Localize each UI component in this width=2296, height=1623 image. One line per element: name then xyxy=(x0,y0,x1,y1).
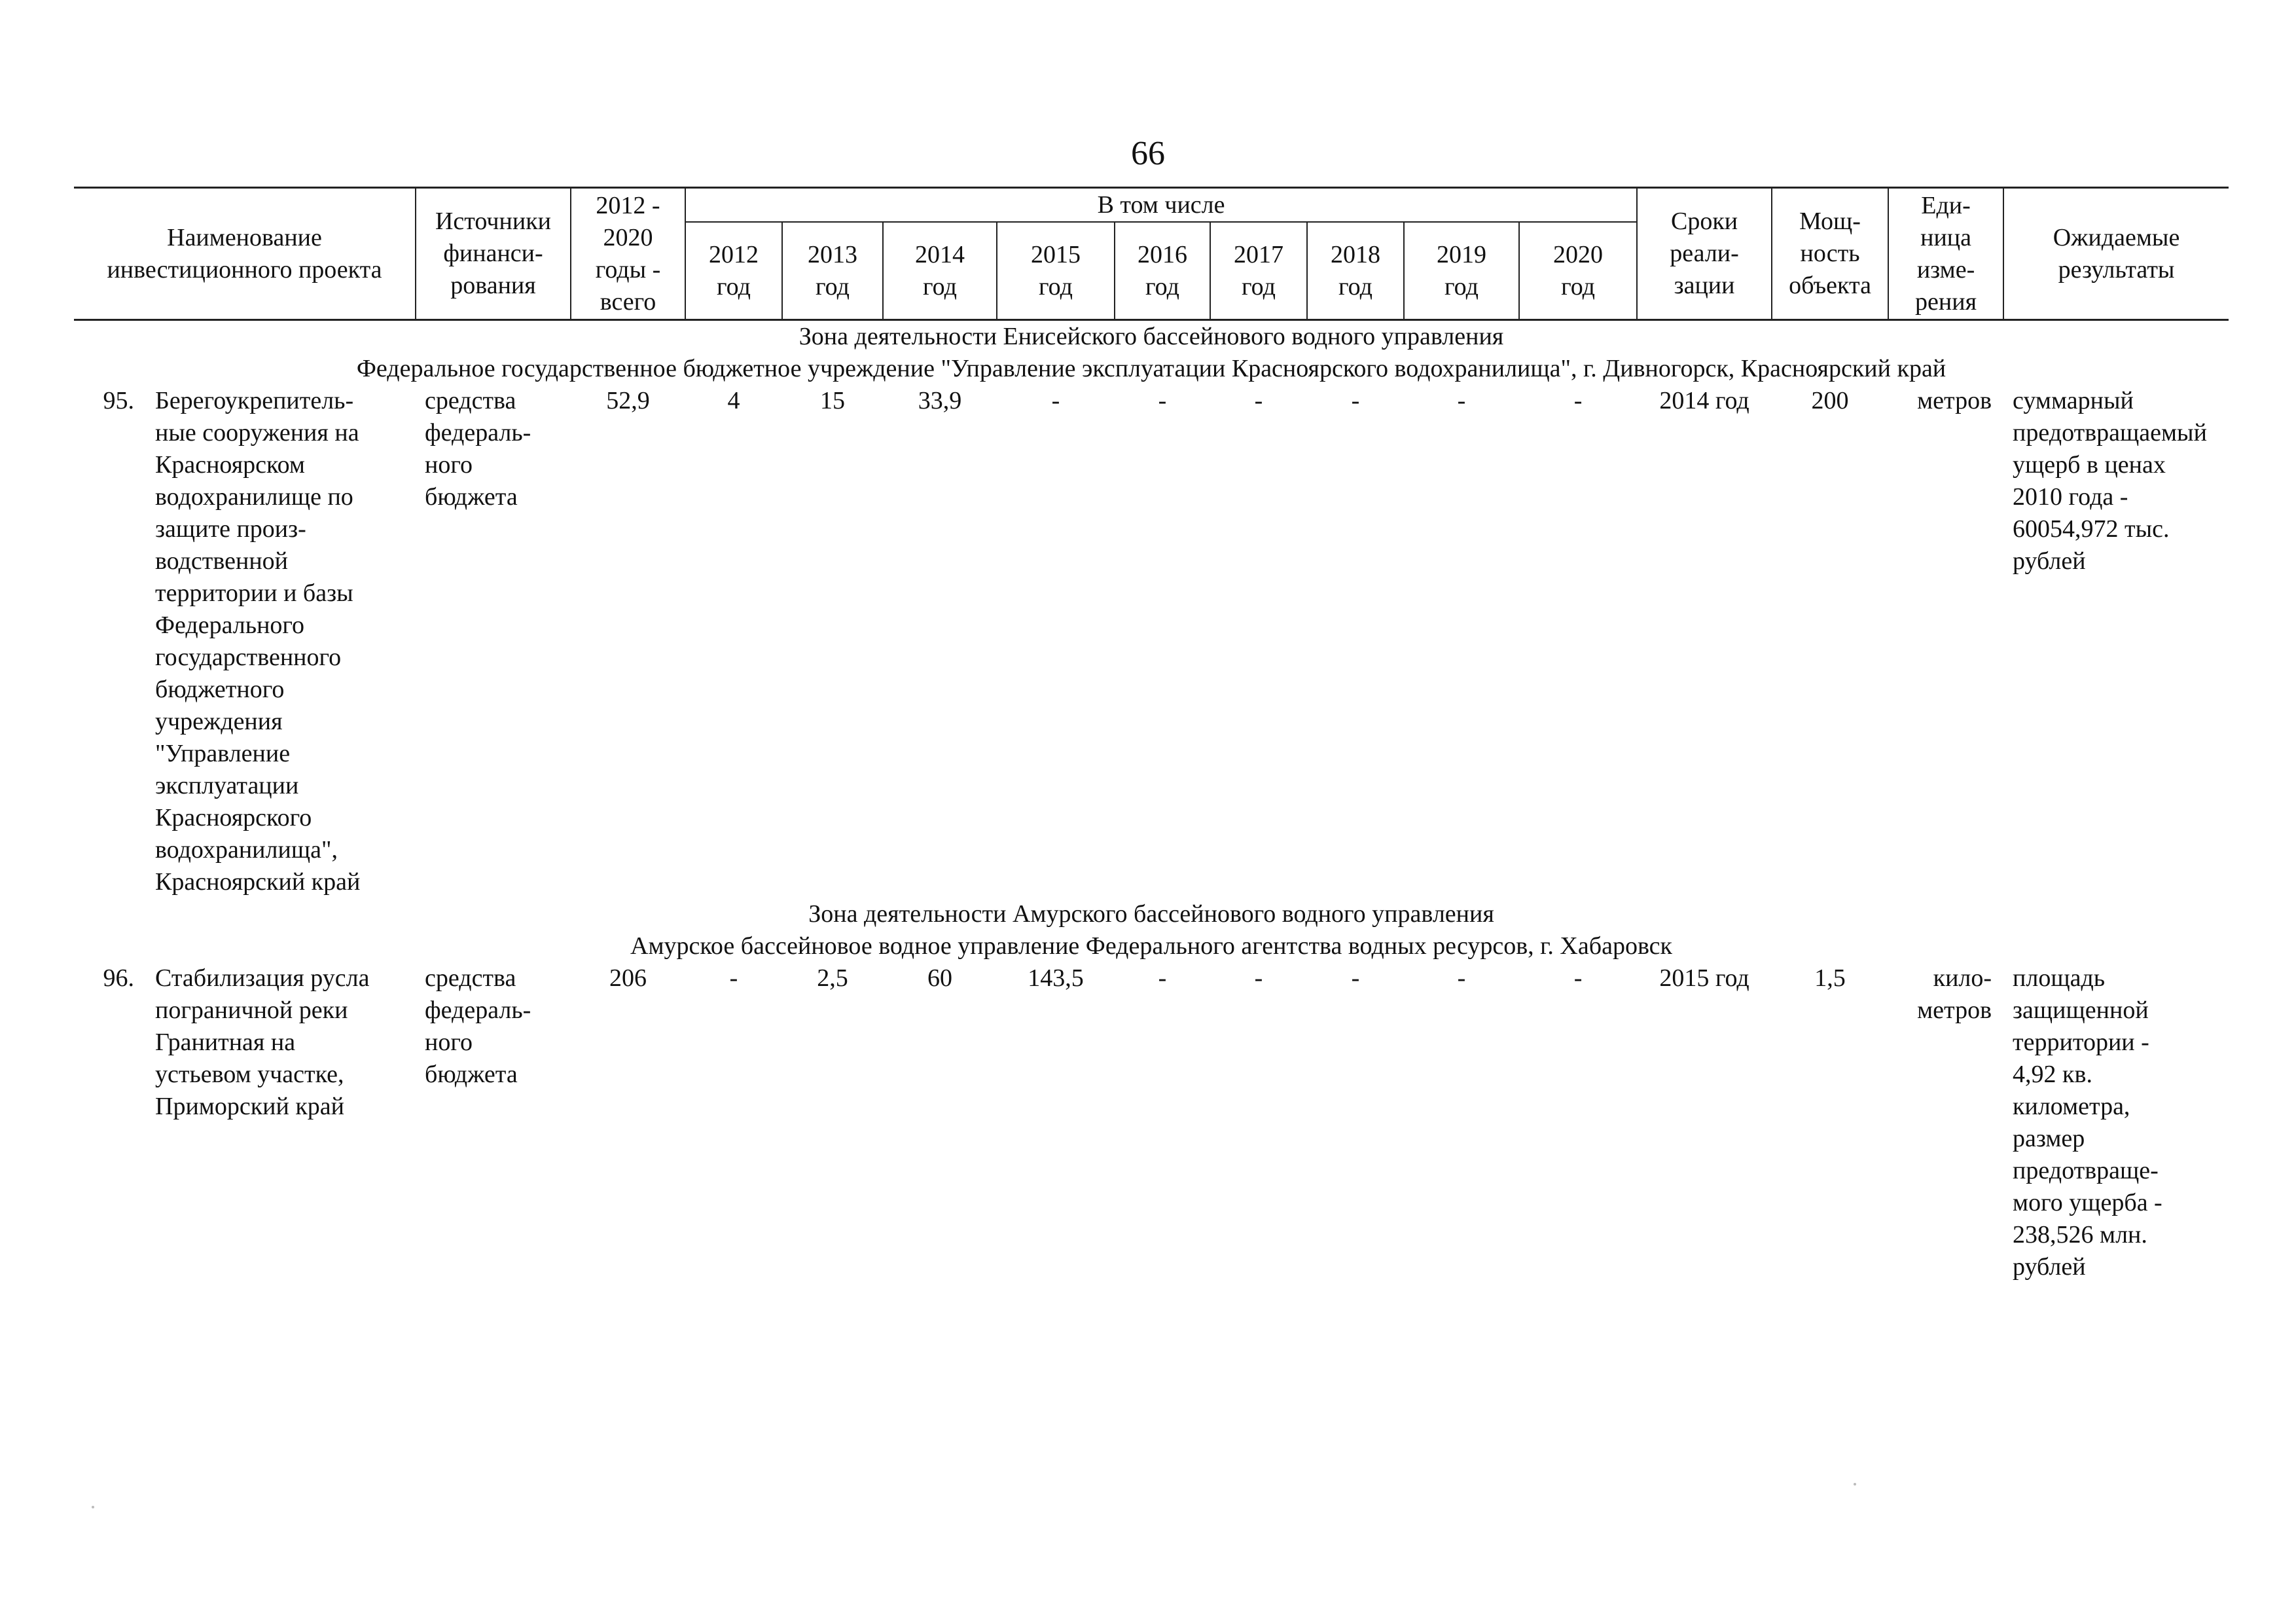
header-unit: Еди- ница изме- рения xyxy=(1888,188,2003,320)
table-header xyxy=(74,188,2229,320)
zone-title: Зона деятельности Енисейского бассейнового водного управления xyxy=(798,323,1504,350)
value-2012: 4 xyxy=(727,387,740,414)
org-title: Федеральное государственное бюджетное учреждение "Управление эксплуатации Красноярского водохранилища", г. Дивногорск, Красноярский край xyxy=(356,355,1946,382)
value-2017: - xyxy=(1254,964,1263,992)
value-2016: - xyxy=(1158,387,1167,414)
implementation-term: 2014 год xyxy=(1659,387,1749,414)
value-2014: 60 xyxy=(927,964,952,992)
header-year-2012: 2012 год xyxy=(685,222,782,320)
value-2015: 143,5 xyxy=(1028,964,1084,992)
header-including: В том числе xyxy=(685,188,1637,223)
header-name: Наименование инвестиционного проекта xyxy=(74,188,416,320)
investment-projects-table xyxy=(74,187,2229,1283)
header-year-2016: 2016 год xyxy=(1115,222,1210,320)
total-value: 52,9 xyxy=(606,387,650,414)
value-2019: - xyxy=(1457,964,1466,992)
header-year-2020: 2020 год xyxy=(1519,222,1637,320)
table-row xyxy=(74,385,2229,898)
zone-heading xyxy=(74,898,2229,930)
org-title: Амурское бассейновое водное управление Федерального агентства водных ресурсов, г. Хабаровск xyxy=(630,932,1672,960)
value-2012: - xyxy=(729,964,738,992)
org-heading xyxy=(74,353,2229,385)
value-2013: 2,5 xyxy=(817,964,848,992)
unit-of-measure: метров xyxy=(1917,387,1992,414)
expected-results: площадь защищенной территории - 4,92 кв. километра, размер предотвраще- мого ущерба - 238,526 млн. рублей xyxy=(2013,964,2162,1281)
row-number: 95. xyxy=(103,387,134,414)
header-year-2018: 2018 год xyxy=(1307,222,1404,320)
header-total: 2012 - 2020 годы - всего xyxy=(571,188,685,320)
total-value: 206 xyxy=(609,964,647,992)
value-2020: - xyxy=(1573,387,1583,414)
zone-title: Зона деятельности Амурского бассейнового водного управления xyxy=(808,900,1494,928)
header-year-2014: 2014 год xyxy=(883,222,997,320)
value-2016: - xyxy=(1158,964,1167,992)
header-year-2019: 2019 год xyxy=(1404,222,1519,320)
value-2020: - xyxy=(1573,964,1583,992)
table-body xyxy=(74,320,2229,1284)
header-results: Ожидаемые результаты xyxy=(2003,188,2229,320)
org-heading xyxy=(74,930,2229,962)
project-name: Стабилизация русла пограничной реки Гранитная на устьевом участке, Приморский край xyxy=(155,964,370,1120)
value-2014: 33,9 xyxy=(918,387,962,414)
value-2018: - xyxy=(1351,387,1360,414)
unit-of-measure: кило- метров xyxy=(1917,964,1992,1024)
scan-speck xyxy=(1854,1483,1856,1486)
header-terms: Сроки реали- зации xyxy=(1637,188,1772,320)
header-year-2015: 2015 год xyxy=(997,222,1115,320)
project-name: Берегоукрепитель- ные сооружения на Красноярском водохранилище по защите произ- водственной территории и базы Федерального государственного бюджетного учреждения "Управление эксплуатации Красноярского водохранилища", Красноярский край xyxy=(155,387,361,896)
expected-results: суммарный предотвращаемый ущерб в ценах 2010 года - 60054,972 тыс. рублей xyxy=(2013,387,2207,575)
object-capacity: 1,5 xyxy=(1814,964,1846,992)
value-2019: - xyxy=(1457,387,1466,414)
object-capacity: 200 xyxy=(1811,387,1849,414)
header-capacity: Мощ- ность объекта xyxy=(1772,188,1888,320)
funding-source: средства федераль- ного бюджета xyxy=(425,964,531,1088)
header-year-2017: 2017 год xyxy=(1210,222,1307,320)
header-sources: Источники финанси- рования xyxy=(416,188,571,320)
page-number: 66 xyxy=(1131,135,1165,172)
value-2018: - xyxy=(1351,964,1360,992)
zone-heading xyxy=(74,320,2229,354)
value-2017: - xyxy=(1254,387,1263,414)
value-2013: 15 xyxy=(820,387,845,414)
funding-source: средства федераль- ного бюджета xyxy=(425,387,531,511)
implementation-term: 2015 год xyxy=(1659,964,1749,992)
row-number: 96. xyxy=(103,964,134,992)
header-year-2013: 2013 год xyxy=(782,222,883,320)
value-2015: - xyxy=(1051,387,1060,414)
scan-speck xyxy=(92,1506,94,1508)
table-row xyxy=(74,962,2229,1283)
